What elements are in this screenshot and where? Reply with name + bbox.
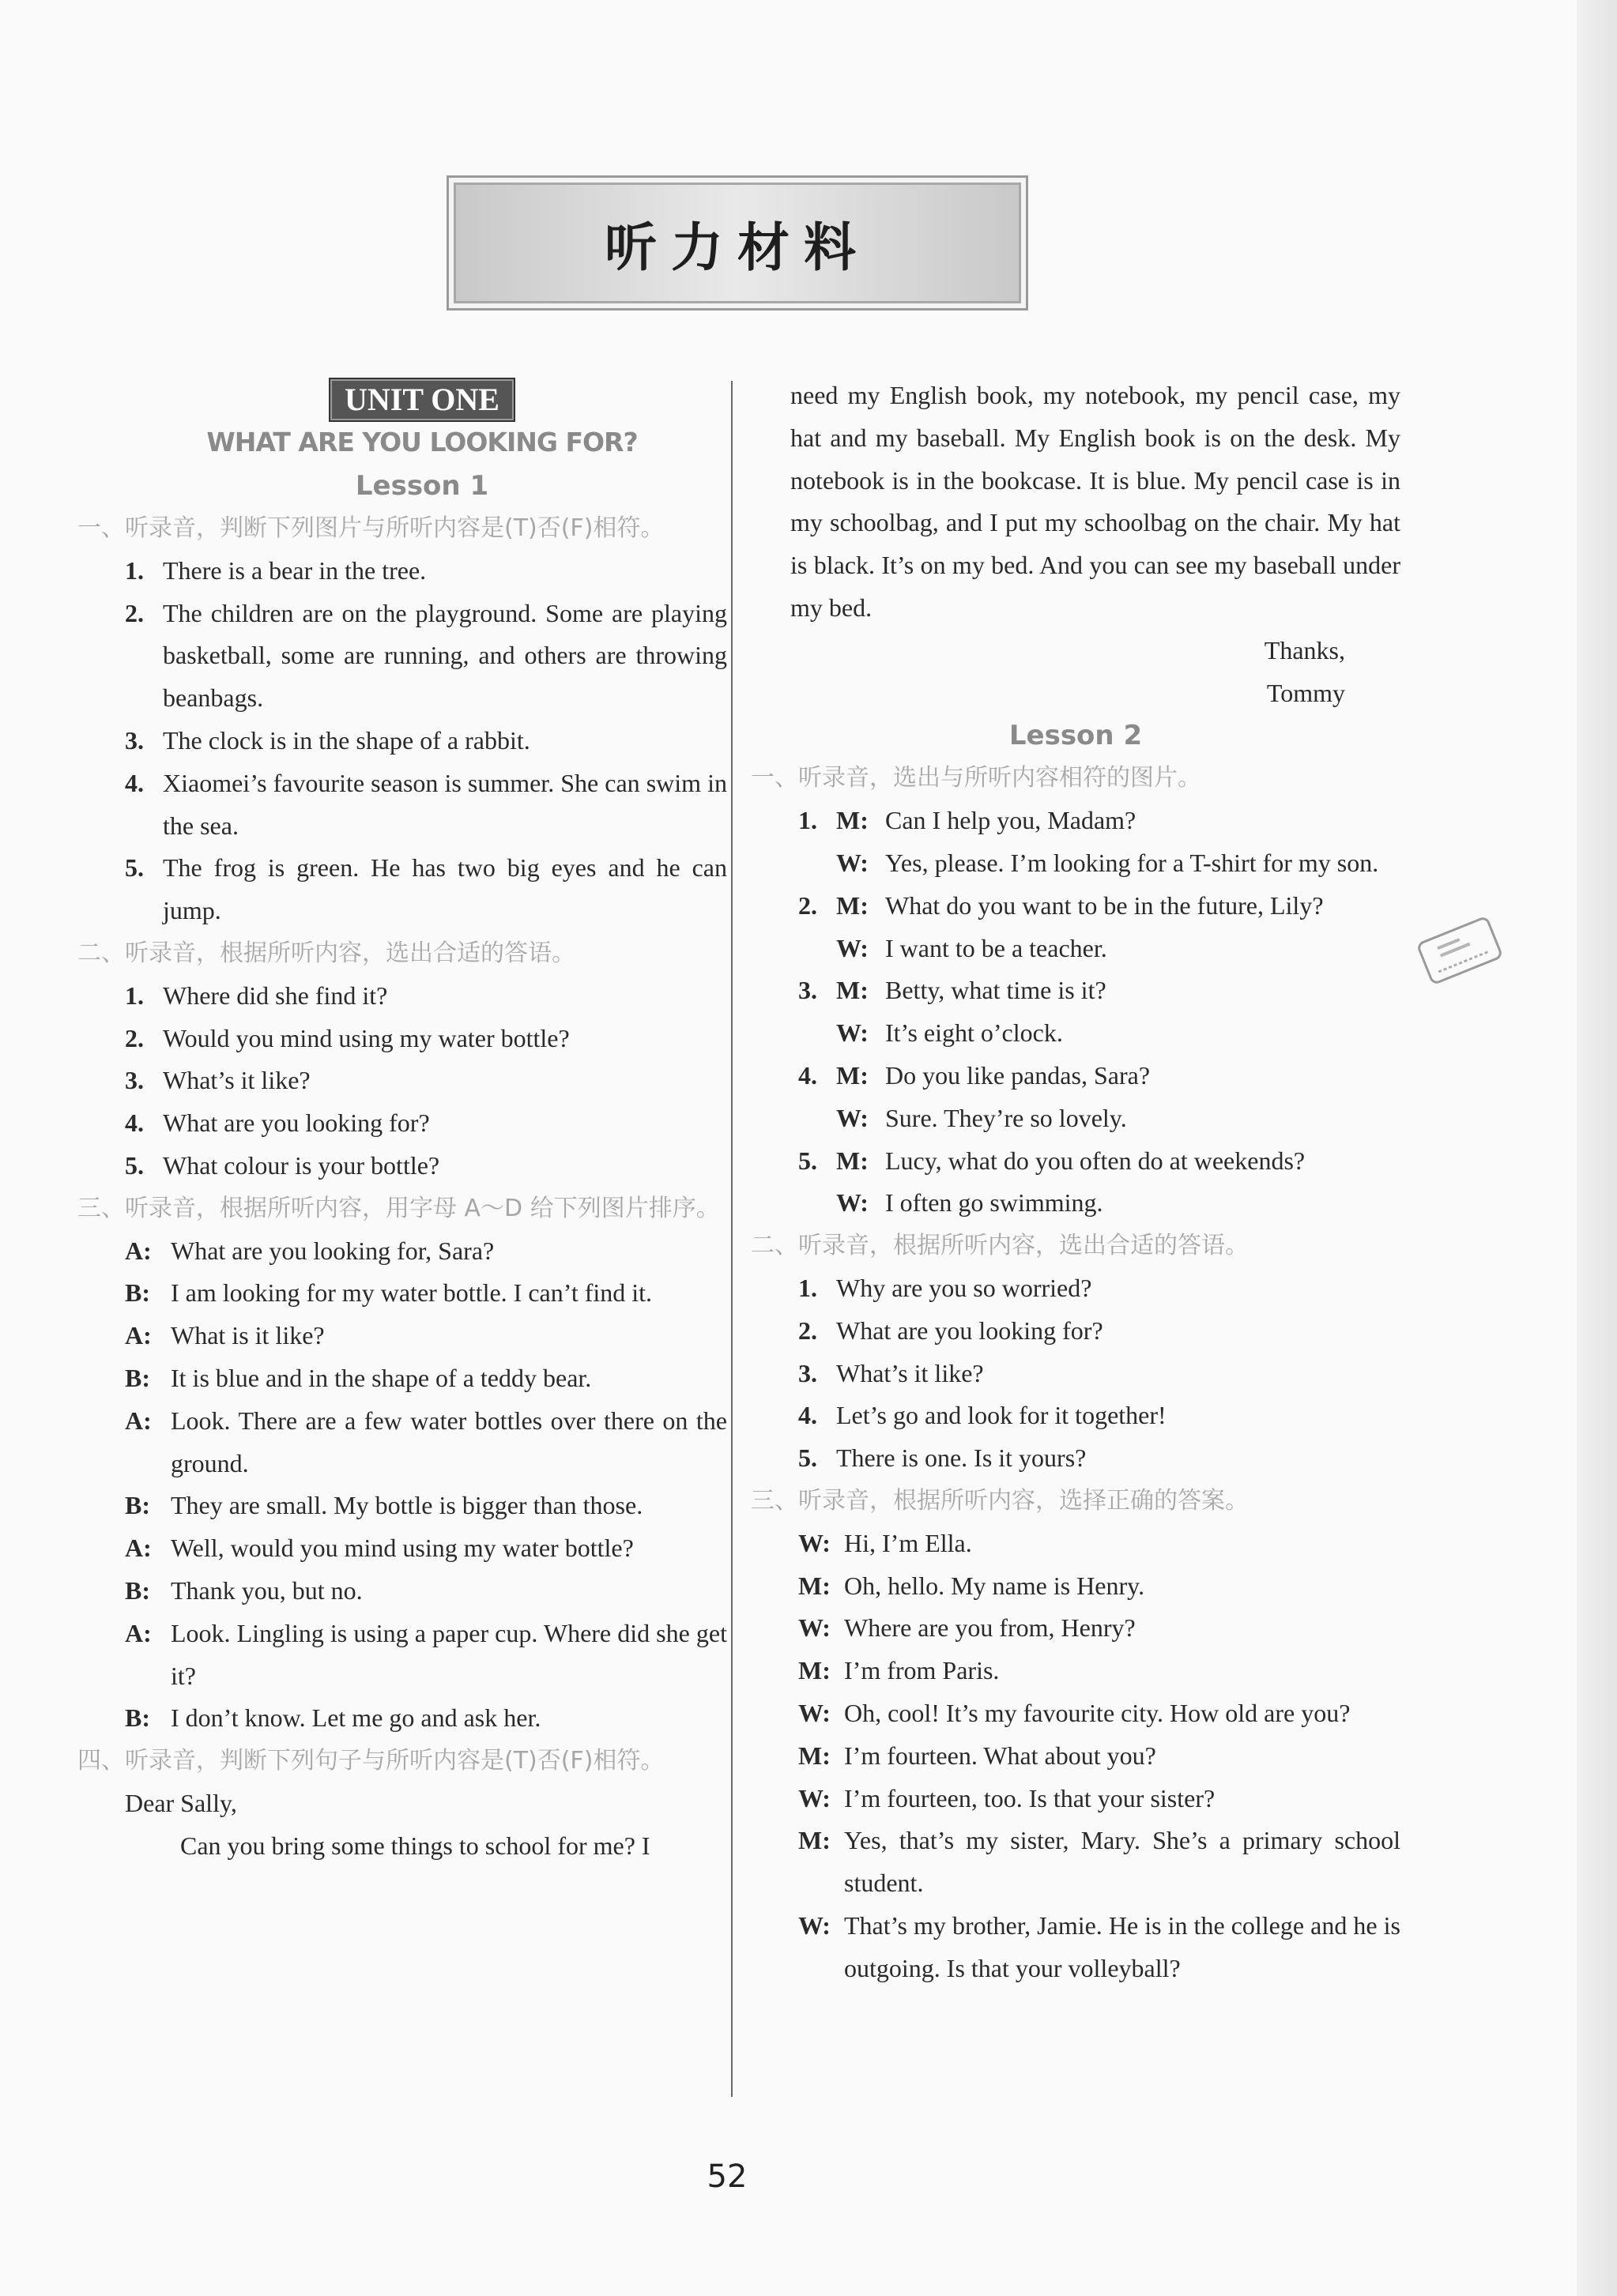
dialogue-text: What do you want to be in the future, Lily? xyxy=(885,890,1324,920)
dialogue-text: It’s eight o’clock. xyxy=(885,1018,1063,1048)
title-banner xyxy=(447,175,1028,311)
item-number: 1. xyxy=(125,981,144,1010)
dialogue-line xyxy=(751,1182,1400,1225)
item-text: What are you looking for? xyxy=(163,1108,430,1138)
letter-body-continued: need my English book, my notebook, my pencil case, my hat and my baseball. My English book is on the desk. My notebook is in the bookcase. It is blue. My pencil case is in my schoolbag, and I put my schoolbag on the chair. My hat is black. It’s on my bed. And you can see my baseball under my bed. xyxy=(790,381,1400,622)
right-column xyxy=(751,375,1400,1989)
dialogue-line xyxy=(751,1735,1400,1778)
dialogue-text: Look. There are a few water bottles over there on the ground. xyxy=(171,1406,727,1477)
dialogue-text: Lucy, what do you often do at weekends? xyxy=(885,1146,1306,1175)
item-number: 5. xyxy=(798,1443,817,1473)
dialogue-line xyxy=(751,1012,1400,1055)
dialogue-text: They are small. My bottle is bigger than those. xyxy=(171,1491,643,1520)
item-number: 3. xyxy=(125,725,144,755)
dialogue-text: It is blue and in the shape of a teddy bear. xyxy=(171,1363,592,1392)
dialogue-line xyxy=(751,1565,1400,1608)
section-instruction: 四、听录音，判断下列句子与所听内容是(T)否(F)相符。 xyxy=(77,1747,665,1775)
item-number: 5. xyxy=(125,1150,144,1180)
column-divider xyxy=(731,381,733,2097)
section-instruction: 二、听录音，根据所听内容，选出合适的答语。 xyxy=(77,939,575,967)
item-text: What’s it like? xyxy=(836,1358,984,1387)
dialogue-text: Betty, what time is it? xyxy=(885,976,1106,1005)
letter-greeting: Dear Sally, xyxy=(125,1788,237,1817)
speaker: M: xyxy=(798,1826,831,1855)
letter-closing: Thanks, xyxy=(1264,635,1345,664)
dialogue-line xyxy=(751,1055,1400,1097)
speaker: A: xyxy=(125,1406,152,1435)
dialogue-line xyxy=(77,1400,727,1485)
list-item xyxy=(77,593,727,720)
dialogue-line xyxy=(77,1315,727,1357)
dialogue-text: Well, would you mind using my water bottle? xyxy=(171,1534,634,1563)
dialogue-line xyxy=(751,1097,1400,1140)
speaker: W: xyxy=(836,1188,869,1218)
dialogue-line xyxy=(751,1607,1400,1650)
item-text: The frog is green. He has two big eyes and he can jump. xyxy=(163,853,727,925)
speaker: W: xyxy=(836,848,869,877)
speaker: B: xyxy=(125,1491,150,1520)
dialogue-line xyxy=(751,1905,1400,1990)
list-item xyxy=(751,1310,1400,1353)
lesson-heading: Lesson 2 xyxy=(1008,720,1143,752)
list-item xyxy=(77,847,727,932)
section-instruction: 一、听录音，判断下列图片与所听内容是(T)否(F)相符。 xyxy=(77,514,665,542)
dialogue-line xyxy=(751,842,1400,885)
list-item xyxy=(751,1353,1400,1395)
speaker: A: xyxy=(125,1321,152,1350)
speaker: W: xyxy=(836,933,869,962)
item-text: Xiaomei’s favourite season is summer. She can swim in the sea. xyxy=(163,768,727,840)
list-item xyxy=(77,1018,727,1060)
item-text: There is a bear in the tree. xyxy=(163,555,427,585)
dialogue-text: I often go swimming. xyxy=(885,1188,1103,1218)
dialogue-line xyxy=(751,1820,1400,1905)
speaker: M: xyxy=(836,976,869,1005)
dialogue-line xyxy=(751,800,1400,842)
dialogue-text: Hi, I’m Ella. xyxy=(844,1528,972,1557)
item-number: 2. xyxy=(125,1023,144,1052)
speaker: A: xyxy=(125,1236,152,1265)
speaker: W: xyxy=(798,1528,831,1557)
dialogue-line xyxy=(751,885,1400,928)
page-number: 52 xyxy=(707,2159,748,2195)
speaker: M: xyxy=(836,806,869,835)
dialogue-text: I want to be a teacher. xyxy=(885,933,1107,962)
dialogue-text: Thank you, but no. xyxy=(171,1575,363,1605)
unit-header xyxy=(77,371,727,420)
item-number: 2. xyxy=(798,1315,817,1345)
speaker: W: xyxy=(798,1783,831,1812)
item-text: There is one. Is it yours? xyxy=(836,1443,1087,1473)
speaker: W: xyxy=(836,1018,869,1048)
item-number: 3. xyxy=(125,1066,144,1095)
dialogue-text: Where are you from, Henry? xyxy=(844,1613,1136,1643)
item-number: 1. xyxy=(125,555,144,585)
item-text: What’s it like? xyxy=(163,1066,311,1095)
dialogue-text: What is it like? xyxy=(171,1321,325,1350)
item-text: Let’s go and look for it together! xyxy=(836,1401,1167,1430)
letter-signature: Tommy xyxy=(1266,678,1345,707)
item-number: 3. xyxy=(798,976,817,1005)
item-text: What colour is your bottle? xyxy=(163,1150,440,1180)
list-item xyxy=(77,550,727,593)
dialogue-line xyxy=(77,1613,727,1698)
dialogue-line xyxy=(751,1523,1400,1565)
speaker: W: xyxy=(798,1613,831,1643)
section-instruction: 一、听录音，选出与所听内容相符的图片。 xyxy=(751,764,1201,792)
dialogue-text: Look. Lingling is using a paper cup. Where did she get it? xyxy=(171,1618,727,1690)
dialogue-text: What are you looking for, Sara? xyxy=(171,1236,495,1265)
lesson-heading: Lesson 1 xyxy=(355,470,489,502)
dialogue-text: Can I help you, Madam? xyxy=(885,806,1136,835)
dialogue-line xyxy=(751,1650,1400,1692)
page-edge-shadow xyxy=(1577,0,1617,2296)
item-number: 4. xyxy=(125,768,144,797)
dialogue-line xyxy=(751,1692,1400,1735)
speaker: M: xyxy=(836,1146,869,1175)
dialogue-line xyxy=(77,1527,727,1570)
speaker: M: xyxy=(798,1656,831,1685)
speaker: W: xyxy=(798,1698,831,1727)
dialogue-text: I don’t know. Let me go and ask her. xyxy=(171,1703,541,1733)
list-item xyxy=(751,1395,1400,1437)
item-number: 4. xyxy=(798,1401,817,1430)
item-number: 4. xyxy=(798,1060,817,1090)
item-number: 4. xyxy=(125,1108,144,1138)
speaker: W: xyxy=(836,1103,869,1132)
dialogue-text: I’m from Paris. xyxy=(844,1656,1000,1685)
item-number: 1. xyxy=(798,806,817,835)
speaker: B: xyxy=(125,1575,150,1605)
letter-body-start: Can you bring some things to school for me? I xyxy=(180,1831,650,1860)
unit-badge: UNIT ONE xyxy=(329,378,515,422)
speaker: B: xyxy=(125,1278,150,1308)
dialogue-line xyxy=(751,928,1400,970)
unit-subtitle: WHAT ARE YOU LOOKING FOR? xyxy=(206,427,638,457)
item-text: What are you looking for? xyxy=(836,1315,1103,1345)
speaker: M: xyxy=(798,1741,831,1770)
speaker: M: xyxy=(836,1060,869,1090)
section-instruction: 三、听录音，根据所听内容，用字母 A～D 给下列图片排序。 xyxy=(77,1194,720,1222)
dialogue-text: Sure. They’re so lovely. xyxy=(885,1103,1127,1132)
list-item xyxy=(77,975,727,1018)
item-text: Would you mind using my water bottle? xyxy=(163,1023,570,1052)
dialogue-line xyxy=(751,969,1400,1012)
list-item xyxy=(77,720,727,762)
speaker: A: xyxy=(125,1618,152,1647)
list-item xyxy=(751,1267,1400,1310)
speaker: M: xyxy=(836,890,869,920)
dialogue-line xyxy=(77,1230,727,1273)
dialogue-text: That’s my brother, Jamie. He is in the college and he is outgoing. Is that your volleyball? xyxy=(844,1910,1400,1982)
dialogue-text: Yes, please. I’m looking for a T-shirt for my son. xyxy=(885,848,1379,877)
dialogue-line xyxy=(751,1140,1400,1183)
item-text: Why are you so worried? xyxy=(836,1273,1092,1302)
dialogue-text: Oh, cool! It’s my favourite city. How old are you? xyxy=(844,1698,1351,1727)
speaker: M: xyxy=(798,1571,831,1600)
dialogue-line xyxy=(77,1485,727,1527)
dialogue-line xyxy=(77,1570,727,1613)
item-number: 2. xyxy=(125,598,144,627)
item-text: Where did she find it? xyxy=(163,981,388,1010)
dialogue-line xyxy=(77,1697,727,1740)
dialogue-line xyxy=(77,1272,727,1315)
dialogue-line xyxy=(77,1357,727,1400)
list-item xyxy=(77,1102,727,1145)
speaker: A: xyxy=(125,1534,152,1563)
section-instruction: 三、听录音，根据所听内容，选择正确的答案。 xyxy=(751,1486,1249,1515)
dialogue-line xyxy=(751,1778,1400,1820)
item-number: 2. xyxy=(798,890,817,920)
dialogue-text: Do you like pandas, Sara? xyxy=(885,1060,1151,1090)
item-text: The children are on the playground. Some are playing basketball, some are running, and others are throwing beanbags. xyxy=(163,598,727,713)
dialogue-text: I’m fourteen, too. Is that your sister? xyxy=(844,1783,1216,1812)
item-number: 1. xyxy=(798,1273,817,1302)
list-item xyxy=(77,762,727,848)
list-item xyxy=(751,1437,1400,1480)
speaker: B: xyxy=(125,1363,150,1392)
left-column xyxy=(77,371,727,1868)
dialogue-text: Oh, hello. My name is Henry. xyxy=(844,1571,1145,1600)
speaker: B: xyxy=(125,1703,150,1733)
item-text: The clock is in the shape of a rabbit. xyxy=(163,725,530,755)
item-number: 5. xyxy=(798,1146,817,1175)
item-number: 5. xyxy=(125,853,144,883)
list-item xyxy=(77,1060,727,1102)
item-number: 3. xyxy=(798,1358,817,1387)
section-instruction: 二、听录音，根据所听内容，选出合适的答语。 xyxy=(751,1232,1249,1260)
list-item xyxy=(77,1145,727,1188)
dialogue-text: Yes, that’s my sister, Mary. She’s a primary school student. xyxy=(844,1826,1400,1898)
dialogue-text: I’m fourteen. What about you? xyxy=(844,1741,1156,1770)
dialogue-text: I am looking for my water bottle. I can’t find it. xyxy=(171,1278,653,1308)
page-title: 听力材料 xyxy=(605,217,870,278)
speaker: W: xyxy=(798,1910,831,1940)
